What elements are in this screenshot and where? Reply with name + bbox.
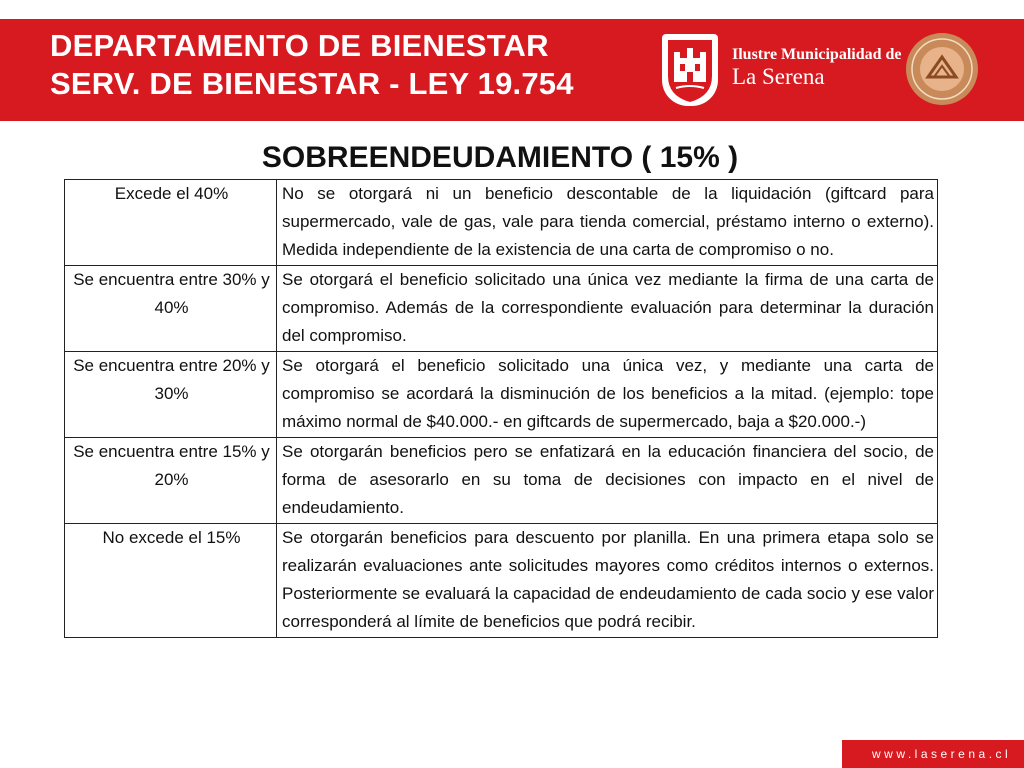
description-cell: No se otorgará ni un beneficio descontable de la liquidación (giftcard para supermercado, vale de gas, vale para tienda comercial, préstamo interno o externo). Medida independiente de la existencia de una carta de compromiso o no.: [277, 180, 938, 266]
table-row: [65, 524, 938, 638]
table-row: [65, 180, 938, 266]
description-cell: Se otorgará el beneficio solicitado una única vez mediante la firma de una carta de compromiso. Además de la correspondiente evaluación para determinar la duración del compromiso.: [277, 266, 938, 352]
condition-cell: Excede el 40%: [65, 180, 277, 266]
municipality-line-1: Ilustre Municipalidad de: [732, 46, 902, 63]
description-cell: Se otorgarán beneficios para descuento por planilla. En una primera etapa solo se realizarán evaluaciones ante solicitudes mayores como créditos internos o externos. Posteriormente se evaluará la capacidad de endeudamiento de cada socio y ese valor corresponderá al límite de beneficios que podrá recibir.: [277, 524, 938, 638]
condition-cell: No excede el 15%: [65, 524, 277, 638]
services-seal-icon: [904, 31, 980, 107]
section-title: SOBREENDEUDAMIENTO ( 15% ): [261, 141, 739, 174]
condition-cell: Se encuentra entre 20% y 30%: [65, 352, 277, 438]
header-banner: [0, 19, 1024, 121]
description-cell: Se otorgará el beneficio solicitado una única vez, y mediante una carta de compromiso se acordará la disminución de los beneficios a la mitad. (ejemplo: tope máximo normal de $40.000.- en giftcards de supermercado, baja a $20.000.-): [277, 352, 938, 438]
debt-level-table: [64, 179, 938, 638]
table-row: [65, 352, 938, 438]
municipality-line-2: La Serena: [732, 64, 825, 89]
table-row: [65, 266, 938, 352]
table-row: [65, 438, 938, 524]
municipal-shield-icon: [662, 34, 718, 106]
header-title-line-1: DEPARTAMENTO DE BIENESTAR: [50, 28, 549, 63]
header-title: [50, 27, 574, 103]
description-cell: Se otorgarán beneficios pero se enfatizará en la educación financiera del socio, de forma de asesorarlo en su toma de decisiones con impacto en el nivel de endeudamiento.: [277, 438, 938, 524]
condition-cell: Se encuentra entre 30% y 40%: [65, 266, 277, 352]
condition-cell: Se encuentra entre 15% y 20%: [65, 438, 277, 524]
municipality-logo-text: [732, 46, 902, 90]
footer-url-badge: www.laserena.cl: [842, 740, 1024, 768]
header-title-line-2: SERV. DE BIENESTAR - LEY 19.754: [50, 66, 574, 101]
